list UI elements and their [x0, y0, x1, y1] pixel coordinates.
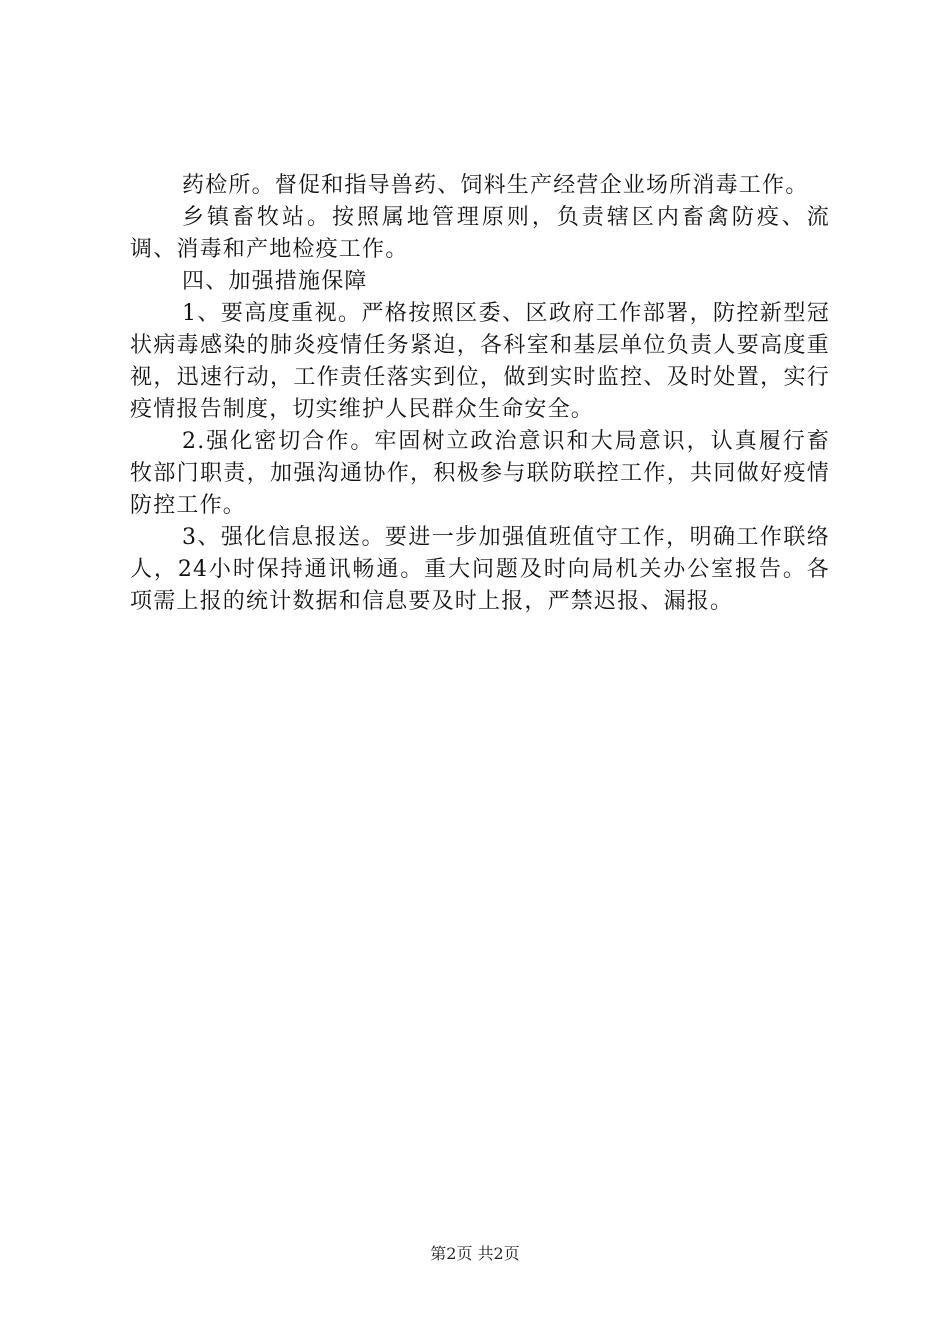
paragraph-high-attention: 1、要高度重视。严格按照区委、区政府工作部署，防控新型冠状病毒感染的肺炎疫情任务紧迫，各科室和基层单位负责人要高度重视，迅速行动，工作责任落实到位，做到实时监控、及时处置，实行疫情报告制度，切实维护人民群众生命安全。	[130, 301, 830, 422]
page-footer	[0, 1244, 950, 1264]
paragraph-township-livestock-station: 乡镇畜牧站。按照属地管理原则，负责辖区内畜禽防疫、流调、消毒和产地检疫工作。	[130, 205, 830, 262]
paragraph-veterinary-drug-inspection: 药检所。督促和指导兽药、饲料生产经营企业场所消毒工作。	[182, 173, 809, 198]
page-number: 第2页 共2页	[430, 1244, 520, 1263]
section-heading-measures: 四、加强措施保障	[182, 269, 368, 294]
paragraph-close-cooperation: 2.强化密切合作。牢固树立政治意识和大局意识，认真履行畜牧部门职责，加强沟通协作，积极参与联防联控工作，共同做好疫情防控工作。	[130, 429, 830, 518]
document-body	[130, 170, 830, 618]
paragraph-information-reporting: 3、强化信息报送。要进一步加强值班值守工作，明确工作联络人，24小时保持通讯畅通。重大问题及时向局机关办公室报告。各项需上报的统计数据和信息要及时上报，严禁迟报、漏报。	[130, 525, 830, 614]
